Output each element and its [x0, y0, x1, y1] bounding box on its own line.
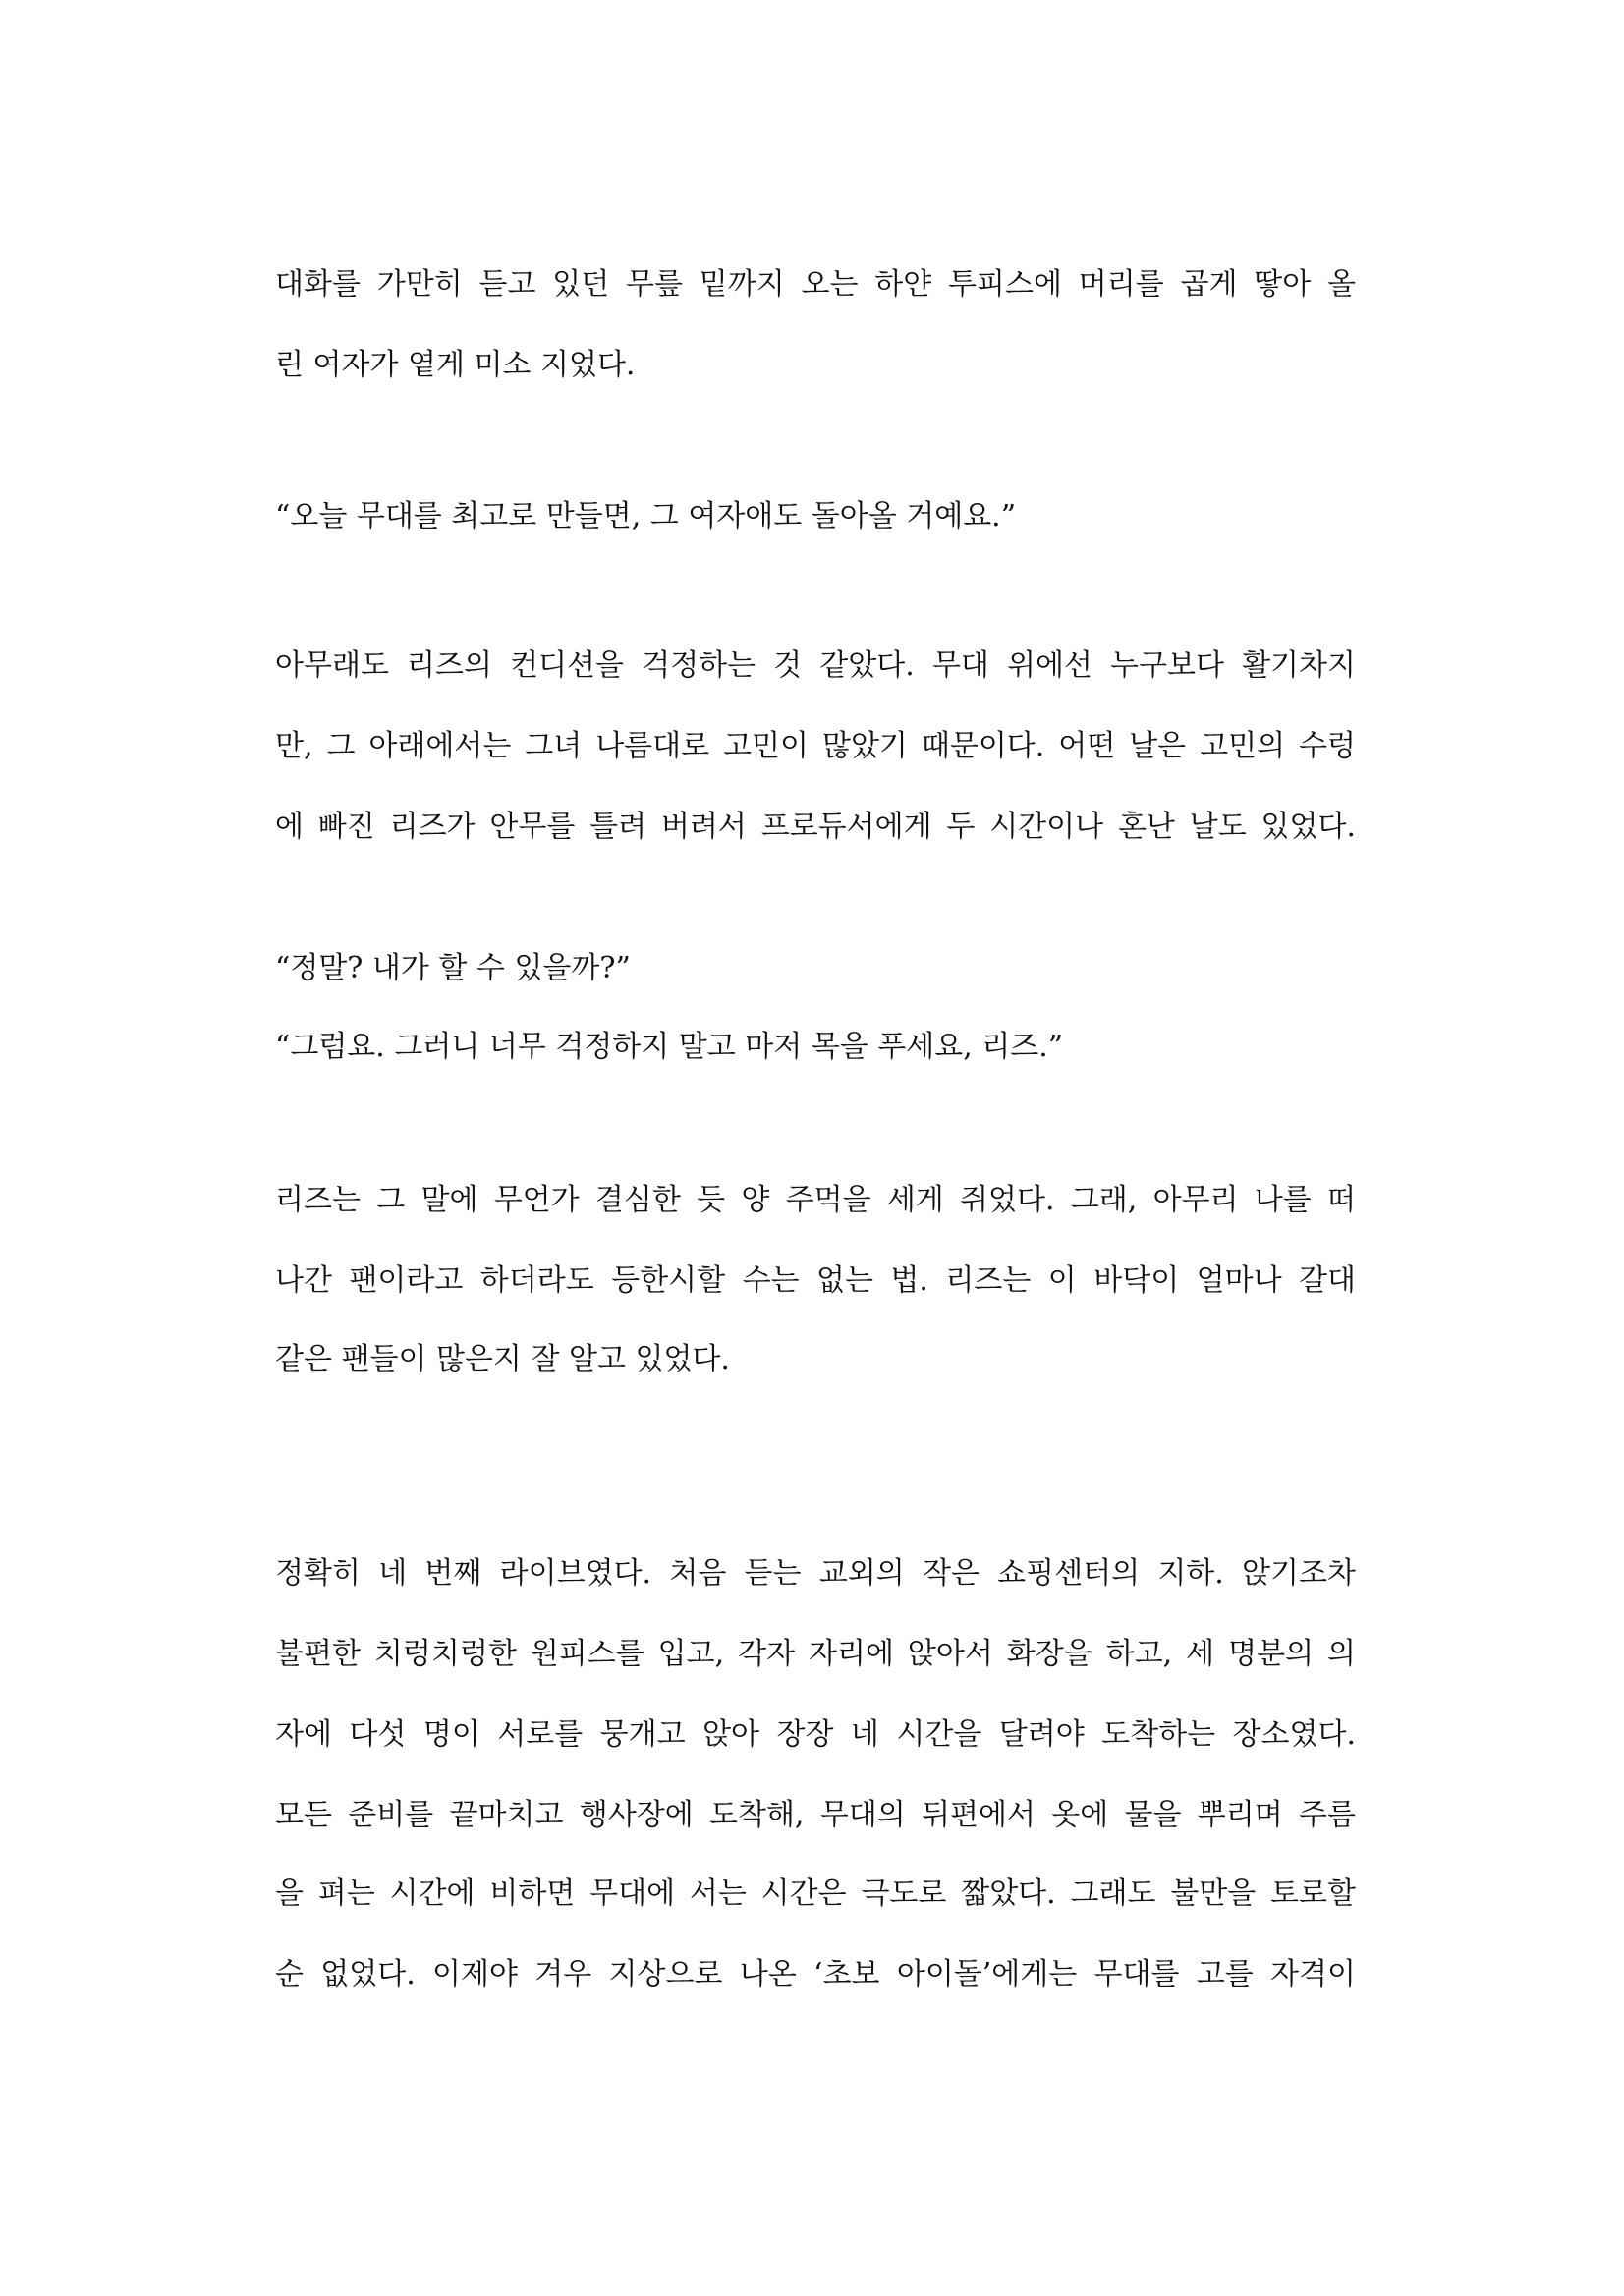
paragraph-3-line-3: 같은 팬들이 많은지 잘 알고 있었다.	[275, 1342, 730, 1376]
paragraph-3-line-1: 리즈는 그 말에 무언가 결심한 듯 양 주먹을 세게 쥐었다. 그래, 아무리 나를 떠	[275, 1183, 1356, 1217]
paragraph-4-line-1: 정확히 네 번째 라이브였다. 처음 듣는 교외의 작은 쇼핑센터의 지하. 앉기조차	[275, 1556, 1356, 1591]
paragraph-3-line-2: 나간 팬이라고 하더라도 등한시할 수는 없는 법. 리즈는 이 바닥이 얼마나 갈대	[275, 1263, 1357, 1298]
paragraph-4-line-2: 불편한 치렁치렁한 원피스를 입고, 각자 자리에 앉아서 화장을 하고, 세 명분의 의	[275, 1637, 1356, 1671]
paragraph-2-line-2: 만, 그 아래에서는 그녀 나름대로 고민이 많았기 때문이다. 어떤 날은 고민의 수렁	[275, 729, 1356, 763]
paragraph-4-line-6: 순 없었다. 이제야 겨우 지상으로 나온 ‘초보 아이돌’에게는 무대를 고를 자격이	[275, 1957, 1356, 1991]
paragraph-1-line-1: 대화를 가만히 듣고 있던 무릎 밑까지 오는 하얀 투피스에 머리를 곱게 땋아 올	[275, 267, 1356, 302]
paragraph-2-line-3: 에 빠진 리즈가 안무를 틀려 버려서 프로듀서에게 두 시간이나 혼난 날도 있었다.	[275, 810, 1356, 844]
dialogue-3: “그럼요. 그러니 너무 걱정하지 말고 마저 목을 푸세요, 리즈.”	[275, 1030, 1064, 1064]
paragraph-4-line-5: 을 펴는 시간에 비하면 무대에 서는 시간은 극도로 짧았다. 그래도 불만을 토로할	[275, 1876, 1356, 1911]
dialogue-2: “정말? 내가 할 수 있을까?”	[275, 951, 631, 985]
paragraph-4-line-4: 모든 준비를 끝마치고 행사장에 도착해, 무대의 뒤편에서 옷에 물을 뿌리며 주름	[275, 1798, 1356, 1832]
paragraph-4-line-3: 자에 다섯 명이 서로를 뭉개고 앉아 장장 네 시간을 달려야 도착하는 장소였다.	[275, 1717, 1356, 1752]
paragraph-2-line-1: 아무래도 리즈의 컨디션을 걱정하는 것 같았다. 무대 위에선 누구보다 활기차지	[275, 648, 1356, 683]
dialogue-1: “오늘 무대를 최고로 만들면, 그 여자애도 돌아올 거예요.”	[275, 499, 1017, 533]
paragraph-1-line-2: 린 여자가 옅게 미소 지었다.	[275, 348, 636, 382]
